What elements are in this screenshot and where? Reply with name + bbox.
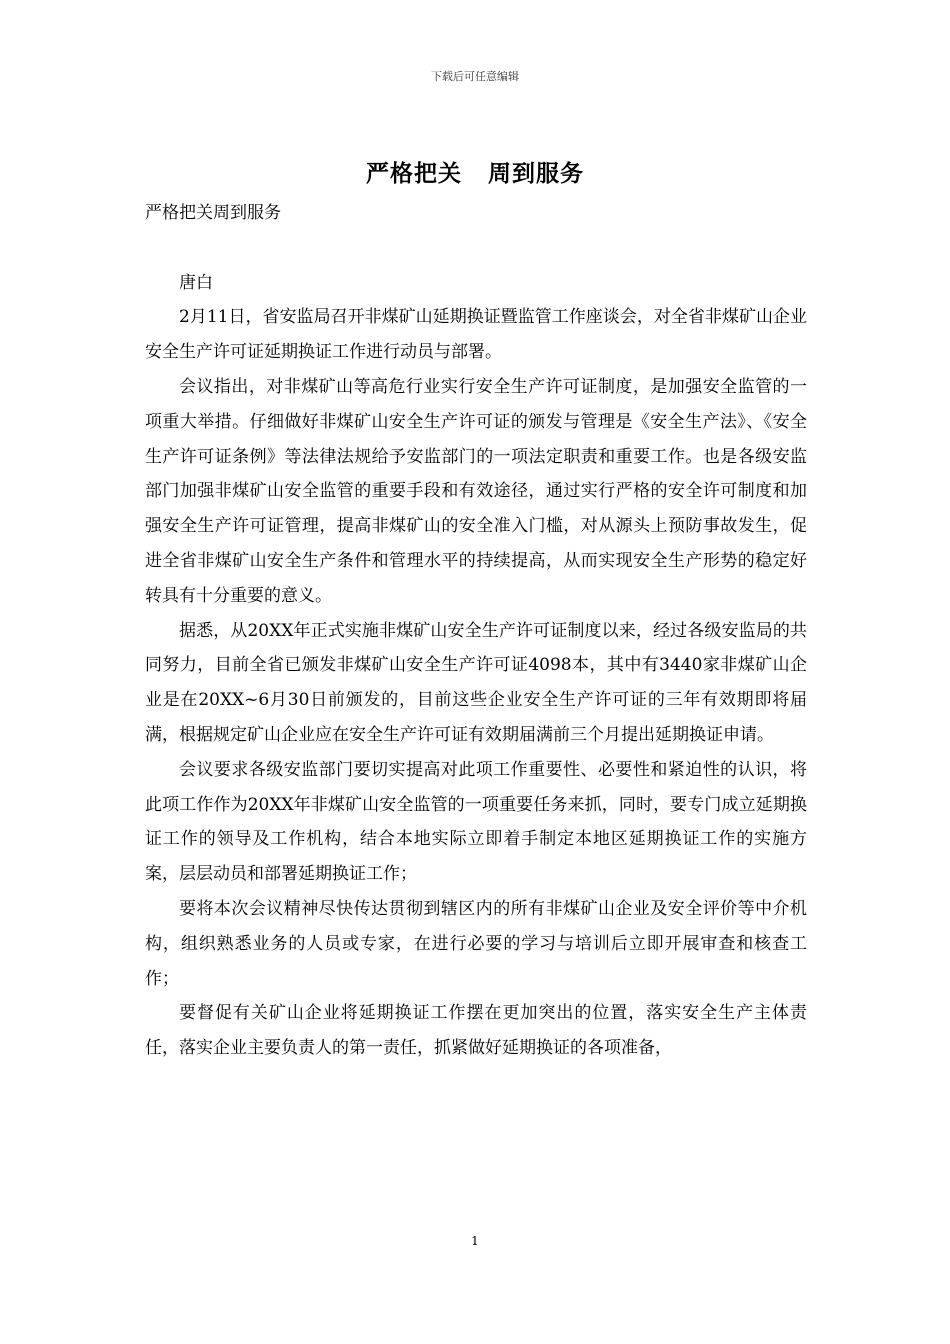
paragraph-6: 要督促有关矿山企业将延期换证工作摆在更加突出的位置，落实安全生产主体责任，落实企业主要负责人的第一责任，抓紧做好延期换证的各项准备， <box>145 1003 807 1059</box>
author-line: 唐白 <box>179 272 213 293</box>
paragraph-1: 2月11日，省安监局召开非煤矿山延期换证暨监管工作座谈会，对全省非煤矿山企业安全生产许可证延期换证工作进行动员与部署。 <box>145 307 807 363</box>
document-subtitle: 严格把关周到服务 <box>145 203 281 223</box>
title-part-2: 周到服务 <box>488 160 584 187</box>
paragraph-2: 会议指出，对非煤矿山等高危行业实行安全生产许可证制度，是加强安全监管的一项重大举措。仔细做好非煤矿山安全生产许可证的颁发与管理是《安全生产法》、《安全生产许可证条例》等法律法规给予安监部门的一项法定职责和重要工作。也是各级安监部门加强非煤矿山安全监管的重要手段和有效途径，通过实行严格的安全许可制度和加强安全生产许可证管理，提高非煤矿山的安全准入门槛，对从源头上预防事故发生，促进全省非煤矿山安全生产条件和管理水平的持续提高，从而实现安全生产形势的稳定好转具有十分重要的意义。 <box>145 376 807 606</box>
title-part-1: 严格把关 <box>366 160 462 187</box>
paragraph-3: 据悉，从20XX年正式实施非煤矿山安全生产许可证制度以来，经过各级安监局的共同努力，目前全省已颁发非煤矿山安全生产许可证4098本，其中有3440家非煤矿山企业是在20XX~6月30日前颁发的，目前这些企业安全生产许可证的三年有效期即将届满，根据规定矿山企业应在安全生产许可证有效期届满前三个月提出延期换证申请。 <box>145 620 807 745</box>
document-body <box>145 196 807 1066</box>
header-note: 下载后可任意编辑 <box>431 70 519 83</box>
document-title <box>0 155 950 188</box>
page-number: 1 <box>471 1234 479 1248</box>
paragraph-4: 会议要求各级安监部门要切实提高对此项工作重要性、必要性和紧迫性的认识，将此项工作作为20XX年非煤矿山安全监管的一项重要任务来抓，同时，要专门成立延期换证工作的领导及工作机构，结合本地实际立即着手制定本地区延期换证工作的实施方案，层层动员和部署延期换证工作； <box>145 759 807 885</box>
paragraph-5: 要将本次会议精神尽快传达贯彻到辖区内的所有非煤矿山企业及安全评价等中介机构，组织熟悉业务的人员或专家，在进行必要的学习与培训后立即开展审查和核查工作； <box>145 898 807 989</box>
